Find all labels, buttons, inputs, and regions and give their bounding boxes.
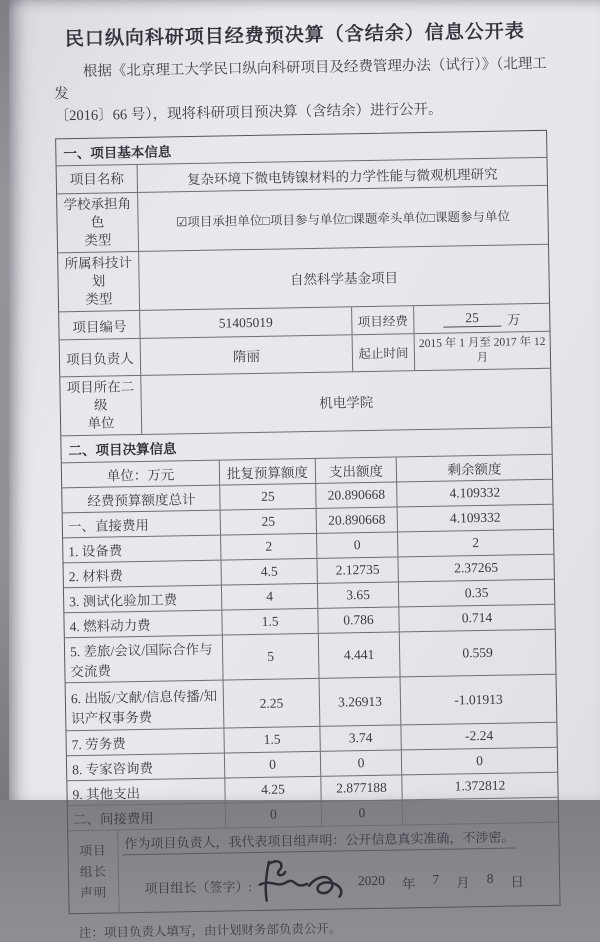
row-role-type [57,185,548,253]
budget-cell-spent: 20.890668 [316,507,397,532]
budget-row-label: 9. 其他支出 [72,786,141,803]
budget-row-label: 经费预算额度总计 [87,492,196,509]
budget-cell-approved: 4.5 [220,559,316,585]
budget-cell-spent: 0 [316,532,397,557]
budget-cell-spent: 4.441 [318,632,400,677]
department-label: 项目所在二级 单位 [66,379,135,431]
project-number-value: 51405019 [139,307,351,338]
paper-sheet [9,0,600,941]
date-year: 2020 [357,872,386,889]
budget-cell-approved: 1.5 [223,727,319,753]
funding-unit: 万 [506,311,521,328]
pi-value: 隋丽 [140,335,353,375]
declaration-body [117,823,559,913]
budget-cell-remaining: 0 [401,748,557,775]
signature-scribble [253,854,358,906]
budget-cell-spent: 0 [321,800,402,825]
budget-row-label: 3. 测试化验加工费 [69,592,178,610]
budget-row [65,629,556,683]
signature-date [358,870,540,893]
declaration-row [68,822,559,914]
budget-cell-remaining: 4.109332 [397,505,553,532]
budget-row-label: 6. 出版/文献/信息传播/知识产权事务费 [70,688,218,726]
signature-label: 项目组长（签字）: [144,878,253,896]
section-basic-info-title: 一、项目基本信息 [63,144,172,162]
budget-row-label: 2. 材料费 [68,568,123,585]
budget-cell-remaining: 4.109332 [396,480,552,507]
document [3,0,600,941]
budget-cell-approved: 2 [220,534,316,560]
budget-cell-remaining [402,798,558,825]
date-month: 7 [432,871,440,887]
duration-value: 2015 年 1 月至 2017 年 12 月 [414,332,551,370]
budget-cell-remaining: 0.35 [398,580,554,607]
funding-value [413,304,549,333]
budget-row-label: 二、间接费用 [72,810,155,828]
row-program-type [58,244,549,312]
budget-cell-spent: 20.890668 [315,482,396,507]
date-day-unit: 日 [510,874,525,890]
budget-cell-spent: 3.65 [317,582,398,607]
program-type-label: 所属科技计划 类型 [64,255,133,307]
budget-cell-remaining: -1.01913 [400,675,557,725]
budget-col-spent: 支出额度 [315,458,396,483]
footnote: 注：项目负责人填写，由计划财务部负责公开。 [78,921,342,941]
project-name-label: 项目名称 [69,170,124,187]
declaration-statement: 作为项目负责人，我代表项目组声明：公开信息真实准确，不涉密。 [122,825,516,855]
budget-cell-remaining: 1.372812 [401,773,557,800]
budget-cell-approved: 1.5 [221,609,317,635]
section-budget-title: 二、项目决算信息 [68,441,177,459]
budget-col-approved: 批复预算额度 [219,459,315,485]
budget-row-label: 4. 燃料动力费 [69,617,151,635]
budget-cell-remaining: 0.559 [399,630,556,677]
signature-line [138,857,540,910]
program-type-value: 自然科学基金项目 [138,245,549,310]
budget-cell-spent: 0.786 [317,607,398,632]
project-name-value: 复杂环境下微电铸镍材料的力学性能与微观机理研究 [137,158,547,192]
project-number-label: 项目编号 [72,318,127,335]
budget-cell-remaining: -2.24 [400,723,556,750]
budget-cell-approved: 4 [221,584,317,610]
budget-cell-remaining: 0.714 [398,605,554,632]
row-department [60,368,551,436]
budget-cell-approved: 4.25 [224,777,320,803]
pi-label: 项目负责人 [66,351,134,368]
date-year-unit: 年 [401,876,416,892]
budget-cell-approved: 0 [225,802,321,828]
budget-cell-approved: 25 [219,484,315,510]
declaration-side-label: 项目 组长 声明 [79,843,108,900]
budget-cell-approved: 2.25 [223,679,320,728]
budget-row [66,674,557,731]
budget-row-label: 7. 劳务费 [71,736,126,753]
date-month-unit: 月 [456,875,470,891]
budget-cell-approved: 0 [224,752,320,778]
budget-row-label: 5. 差旅/会议/国际合作与交流费 [69,641,213,680]
intro-paragraph: 根据《北京理工大学民口纵向科研项目及经费管理办法（试行）》（北理工发 〔2016〕66 号），现将科研项目预决算（含结余）进行公开。 [53,55,548,125]
budget-cell-approved: 5 [222,634,319,680]
budget-col-remaining: 剩余额度 [396,455,552,482]
budget-cell-spent: 0 [320,750,401,775]
budget-col-unit: 单位：万元 [106,467,175,484]
budget-cell-approved: 25 [220,509,316,535]
duration-label: 起止时间 [352,334,415,371]
budget-cell-spent: 3.74 [319,725,400,750]
form-table [55,130,560,914]
funding-amount: 25 [443,310,501,328]
budget-cell-spent: 3.26913 [319,677,401,725]
budget-cell-spent: 2.12735 [316,557,397,582]
page-title: 民口纵向科研项目经费预决算（含结余）信息公开表 [64,21,525,51]
budget-row-label: 8. 专家咨询费 [71,760,154,778]
department-value: 机电学院 [140,369,551,434]
date-day: 8 [486,870,494,886]
role-type-checkboxes: ☑项目承担单位□项目参与单位□课题牵头单位□课题参与单位 [137,186,548,251]
role-type-label: 学校承担角色 类型 [63,196,132,248]
budget-cell-remaining: 2 [397,530,553,557]
budget-cell-spent: 2.877188 [320,775,401,800]
budget-row-label: 一、直接费用 [67,517,149,535]
budget-row-label: 1. 设备费 [68,543,123,560]
funding-label: 项目经费 [351,306,413,334]
budget-cell-remaining: 2.37265 [397,555,553,582]
